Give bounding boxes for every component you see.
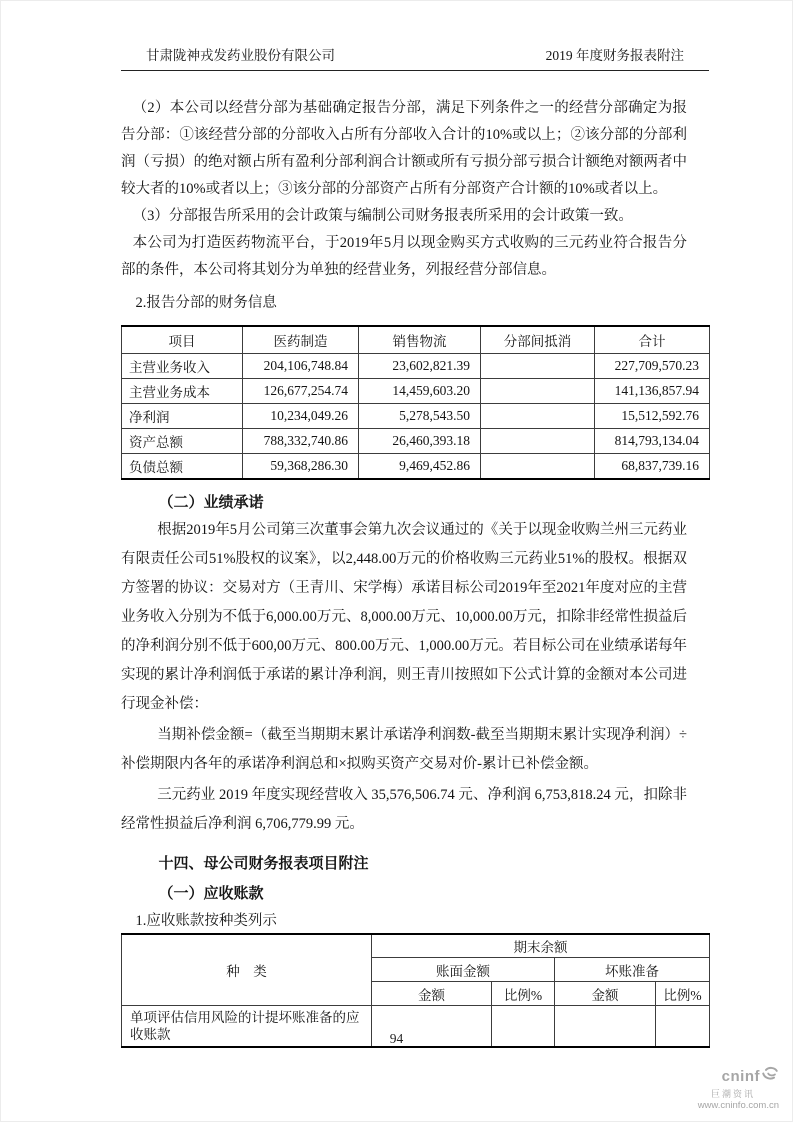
cell-value: 141,136,857.94: [595, 379, 710, 404]
table-header-row: [122, 326, 710, 354]
column-header-ratio: 比例%: [492, 982, 555, 1006]
section-heading-accounts-receivable: （一）应收账款: [158, 886, 264, 902]
cell-value: 204,106,748.84: [243, 354, 359, 379]
column-header-amount: 金额: [555, 982, 656, 1006]
paragraph-segment-logistics: 本公司为打造医药物流平台，于2019年5月以现金购买方式收购的三元药业符合报告分部的条件，本公司将其划分为单独的经营业务，列报经营分部信息。: [121, 235, 687, 278]
cell-value: [481, 404, 595, 429]
cell-value: 23,602,821.39: [359, 354, 481, 379]
paragraph-segment-policy: （3）分部报告所采用的会计政策与编制公司财务报表所采用的会计政策一致。: [132, 208, 633, 224]
column-header-item: 项目: [122, 326, 243, 354]
paragraph-compensation-formula: 当期补偿金额=（截至当期期末累计承诺净利润数-截至当期期末累计实现净利润）÷补偿期限内各年的承诺净利润总和×拟购买资产交易对价-累计已补偿金额。: [121, 727, 687, 772]
cninfo-swirl-icon: [761, 1065, 779, 1088]
segment-table-title: 2.报告分部的财务信息: [135, 295, 277, 311]
header-doc-title: 2019 年度财务报表附注: [545, 48, 684, 63]
cell-value: 5,278,543.50: [359, 404, 481, 429]
section-heading-parent-company-notes: 十四、母公司财务报表项目附注: [158, 856, 369, 872]
column-header-amount: 金额: [372, 982, 492, 1006]
table-row: [122, 379, 710, 404]
cell-value: 10,234,049.26: [243, 404, 359, 429]
cell-value: 59,368,286.30: [243, 454, 359, 480]
column-header-book-amount: 账面金额: [372, 958, 555, 982]
paragraph-performance-agreement: 根据2019年5月公司第三次董事会第九次会议通过的《关于以现金收购兰州三元药业有限责任公司51%股权的议案》，以2,448.00万元的价格收购三元药业51%的股权。根据双方签署的协议：交易对方（王青川、宋学梅）承诺目标公司2019年至2021年度对应的主营业务收入分别为不低于6,000.00万元、8,000.00万元、10,000.00万元，扣除非经常性损益后的净利润分别不低于600,00万元、800.00万元、1,000.00万元。若目标公司在业绩承诺每年实现的累计净利润低于承诺的累计净利润，则王青川按照如下公式计算的金额对本公司进行现金补偿：: [121, 522, 687, 712]
table-header-row: [122, 934, 710, 958]
cell-value: 26,460,393.18: [359, 429, 481, 454]
segment-financials-table: [121, 325, 710, 480]
page-header: [121, 47, 709, 71]
cell-value: 227,709,570.23: [595, 354, 710, 379]
cninfo-logo: [629, 1065, 779, 1112]
table-row: [122, 429, 710, 454]
cell-value: 814,793,134.04: [595, 429, 710, 454]
column-header-ratio: 比例%: [656, 982, 710, 1006]
row-label: 主营业务成本: [122, 379, 243, 404]
cell-value: 15,512,592.76: [595, 404, 710, 429]
cninfo-website-url: www.cninfo.com.cn: [697, 1099, 779, 1111]
column-header-offset: 分部间抵消: [481, 326, 595, 354]
table-row: [122, 454, 710, 480]
cell-value: [481, 429, 595, 454]
table-row: [122, 354, 710, 379]
section-heading-performance-commitment: （二）业绩承诺: [158, 495, 264, 511]
paragraph-sanyuan-results: 三元药业 2019 年度实现经营收入 35,576,506.74 元、净利润 6,753,818.24 元，扣除非经常性损益后净利润 6,706,779.99 元。: [121, 787, 687, 832]
row-label: 负债总额: [122, 454, 243, 480]
row-label: 单项评估信用风险的计提坏账准备的应收账款: [122, 1006, 372, 1048]
cell-value: [481, 354, 595, 379]
paragraph-segment-criteria: （2）本公司以经营分部为基础确定报告分部，满足下列条件之一的经营分部确定为报告分部：①该经营分部的分部收入占所有分部收入合计的10%或以上；②该分部的分部利润（亏损）的绝对额占所有盈利分部利润合计额或所有亏损分部亏损合计额绝对额两者中较大者的10%或者以上；③该分部的分部资产占所有分部资产合计额的10%或者以上。: [121, 100, 687, 197]
page-content: [121, 47, 709, 1048]
cninfo-logo-row: [629, 1065, 779, 1088]
cell-value: 14,459,603.20: [359, 379, 481, 404]
cell-value: 68,837,739.16: [595, 454, 710, 480]
column-header-logistics: 销售物流: [359, 326, 481, 354]
cell-value: 126,677,254.74: [243, 379, 359, 404]
column-header-period-balance: 期末余额: [372, 934, 710, 958]
row-label: 资产总额: [122, 429, 243, 454]
cell-value: 788,332,740.86: [243, 429, 359, 454]
cell-value: [481, 454, 595, 480]
row-label: 主营业务收入: [122, 354, 243, 379]
table-row: [122, 404, 710, 429]
cell-value: [481, 379, 595, 404]
cell-value: 9,469,452.86: [359, 454, 481, 480]
column-header-pharma: 医药制造: [243, 326, 359, 354]
column-header-total: 合计: [595, 326, 710, 354]
page-number: 94: [389, 1031, 404, 1046]
column-header-bad-debt-provision: 坏账准备: [555, 958, 710, 982]
cninfo-brand-text: cninf: [721, 1068, 760, 1086]
receivables-table-title: 1.应收账款按种类列示: [135, 913, 277, 929]
header-company-name: 甘肃陇神戎发药业股份有限公司: [146, 48, 335, 63]
row-label: 净利润: [122, 404, 243, 429]
cninfo-chinese-name: 巨潮资讯: [710, 1089, 755, 1100]
column-header-type: 种 类: [122, 934, 372, 1006]
